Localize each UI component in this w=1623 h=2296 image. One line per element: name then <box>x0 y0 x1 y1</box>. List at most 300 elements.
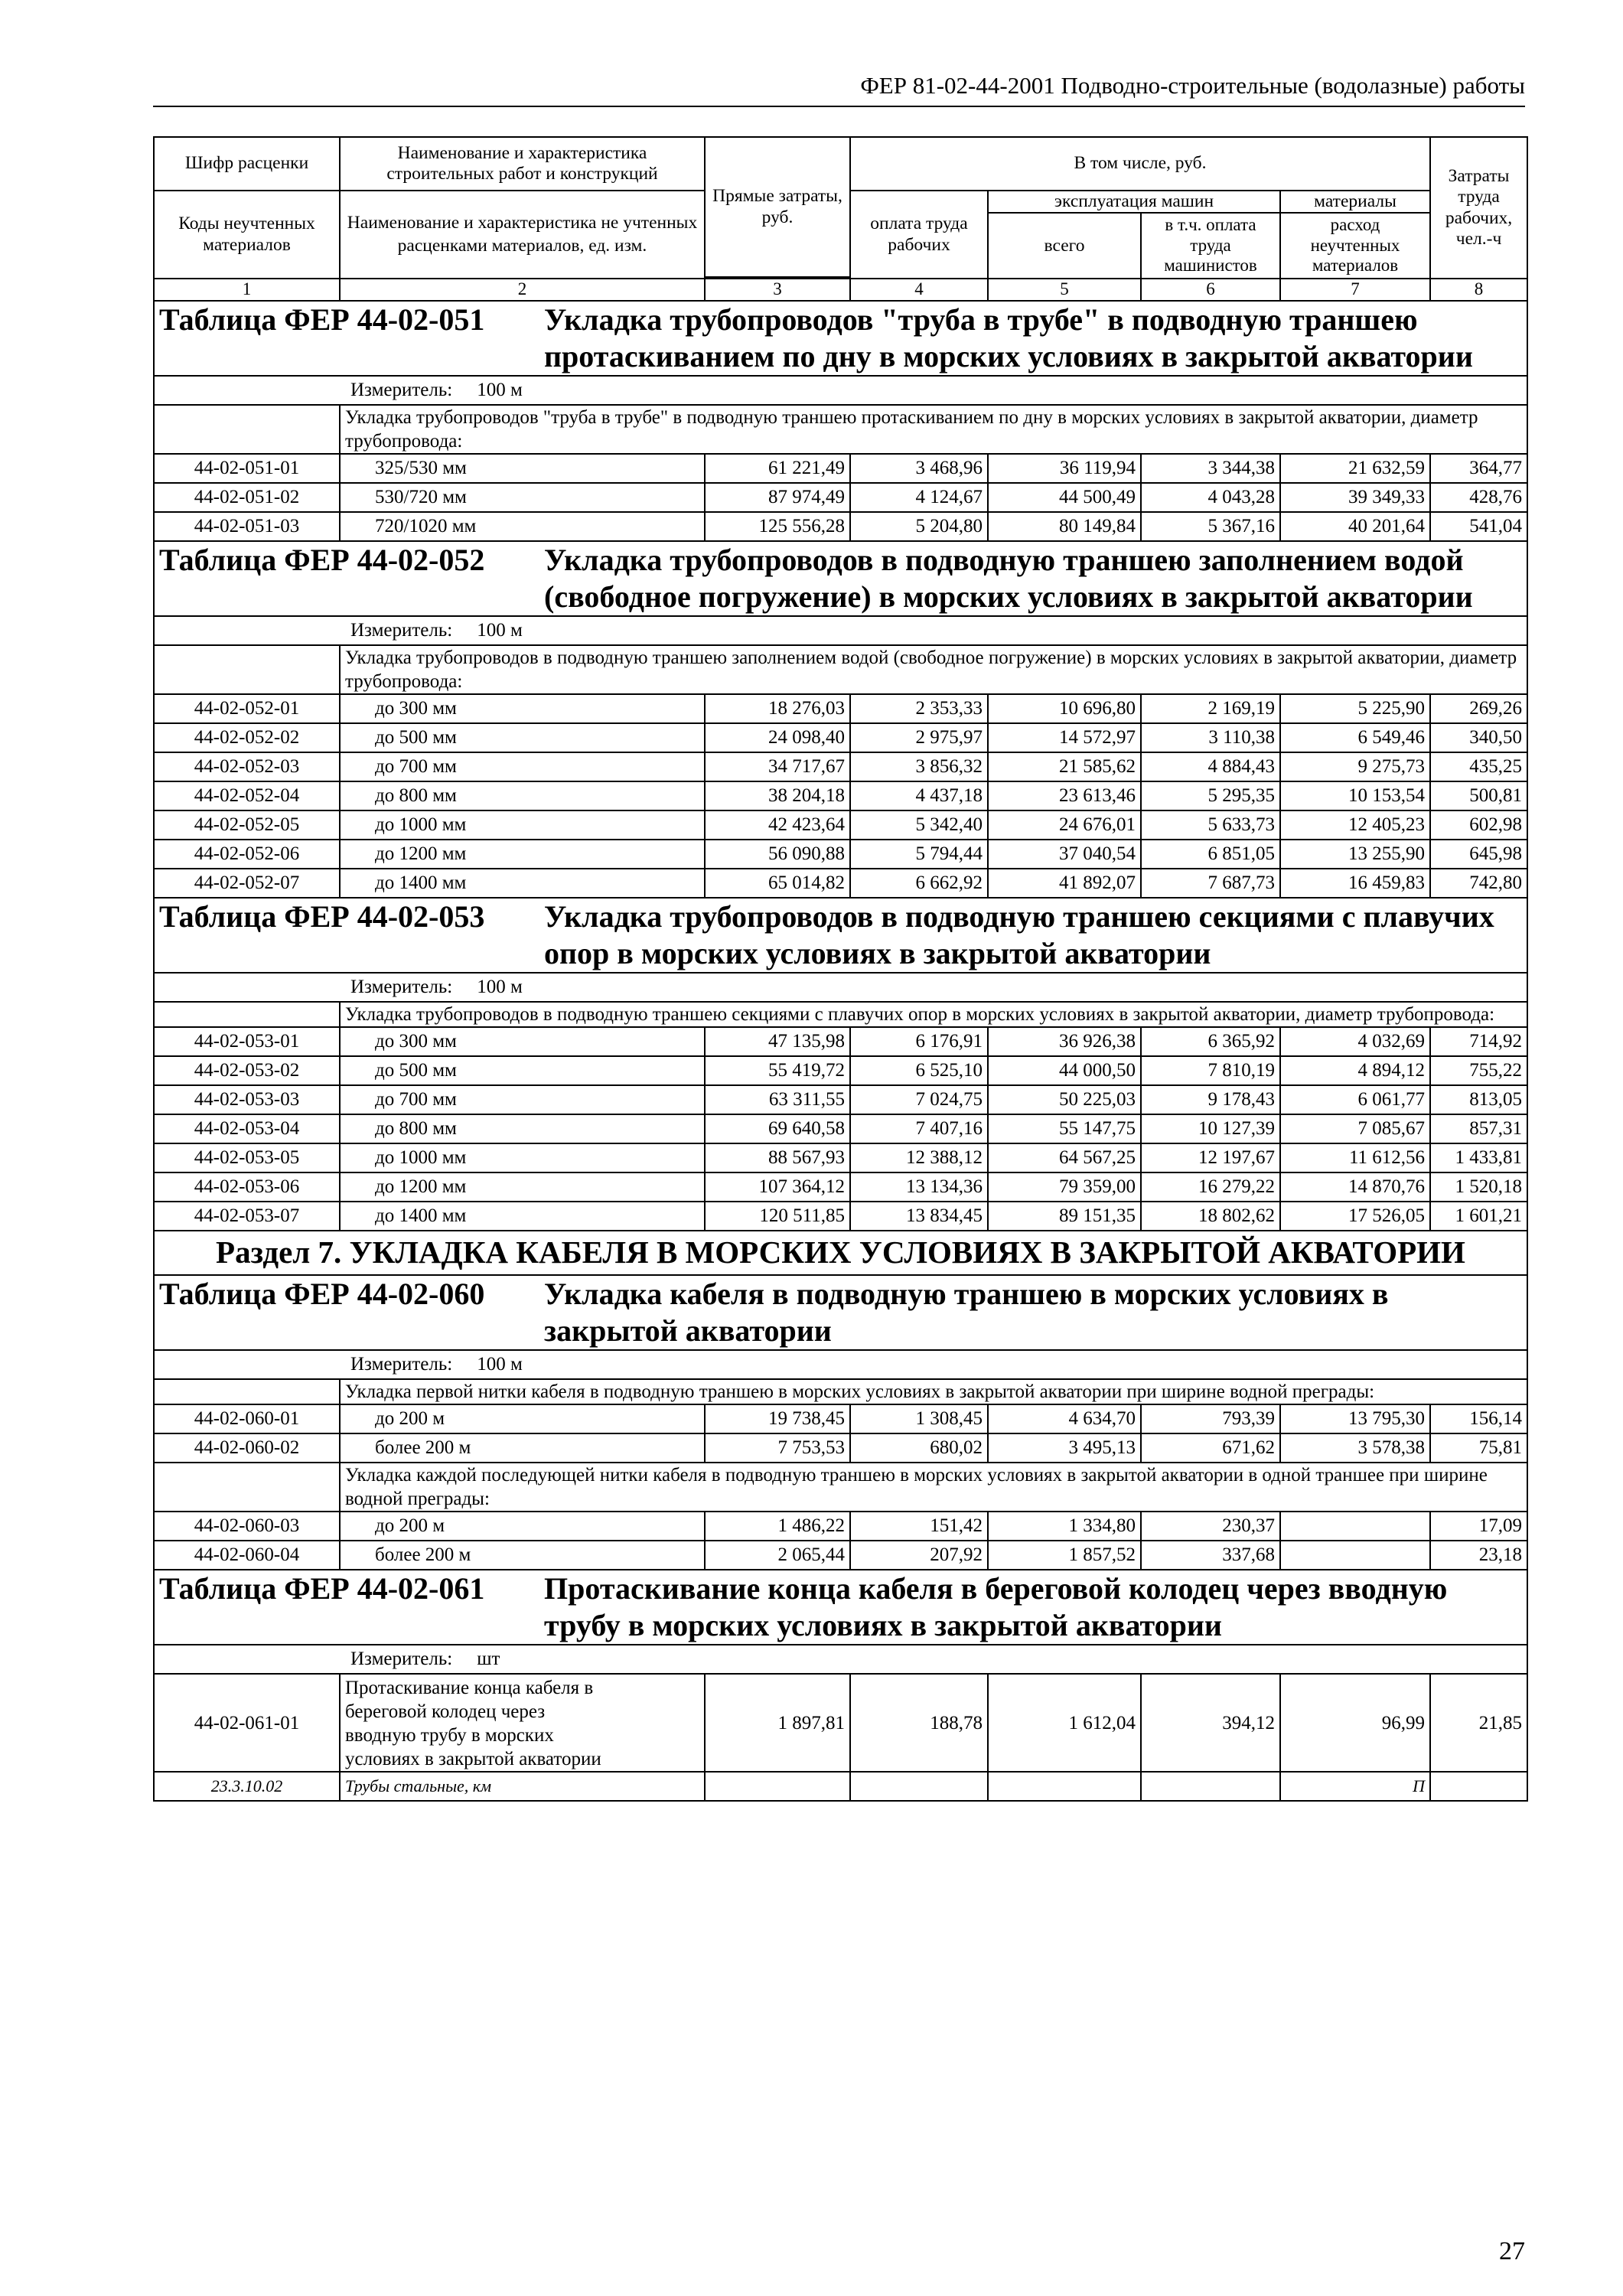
machine-labor-cost: 4 884,43 <box>1141 752 1280 781</box>
labor-cost: 5 794,44 <box>850 840 988 869</box>
labor-hours: 1 601,21 <box>1430 1202 1527 1231</box>
rate-code: 44-02-060-01 <box>154 1404 340 1433</box>
measure <box>159 1354 1522 1376</box>
measure-label: Измеритель: <box>350 1353 453 1375</box>
table-title: Таблица ФЕР 44-02-061 <box>159 1571 485 1606</box>
item-name: до 1000 мм <box>340 1143 705 1172</box>
labor-cost: 151,42 <box>850 1512 988 1541</box>
empty-cell <box>850 1772 988 1801</box>
material-cost: 14 870,76 <box>1280 1172 1430 1202</box>
material-cost <box>1280 1541 1430 1570</box>
rate-code: 44-02-053-02 <box>154 1056 340 1085</box>
rate-code: 44-02-053-07 <box>154 1202 340 1231</box>
machine-cost: 36 926,38 <box>988 1027 1141 1056</box>
direct-cost: 65 014,82 <box>705 869 850 898</box>
labor-hours: 755,22 <box>1430 1056 1527 1085</box>
material-cost: 3 578,38 <box>1280 1433 1430 1463</box>
item-name: до 800 мм <box>340 781 705 810</box>
col-index: 8 <box>1430 279 1527 301</box>
machine-cost: 3 495,13 <box>988 1433 1141 1463</box>
direct-cost: 69 640,58 <box>705 1114 850 1143</box>
empty-cell <box>988 1772 1141 1801</box>
table-row <box>154 483 1527 512</box>
hdr-direct: Прямые затраты, руб. <box>705 137 850 277</box>
measure-unit: шт <box>477 1648 500 1669</box>
labor-hours: 1 520,18 <box>1430 1172 1527 1202</box>
machine-labor-cost: 3 110,38 <box>1141 723 1280 752</box>
item-name: 325/530 мм <box>340 454 705 483</box>
labor-cost: 13 834,45 <box>850 1202 988 1231</box>
group-note: Укладка трубопроводов "труба в трубе" в подводную траншею протаскиванием по дну в морских условиях в закрытой акватории, диаметр трубопровода: <box>340 405 1527 454</box>
page-number: 27 <box>1499 2237 1525 2265</box>
material-cost: 4 894,12 <box>1280 1056 1430 1085</box>
hdr-mat-codes: Коды неучтенных материалов <box>154 191 340 279</box>
labor-cost: 5 204,80 <box>850 512 988 541</box>
rate-code: 44-02-052-04 <box>154 781 340 810</box>
rate-code: 44-02-053-06 <box>154 1172 340 1202</box>
item-name: до 1400 мм <box>340 1202 705 1231</box>
group-note: Укладка трубопроводов в подводную траншею заполнением водой (свободное погружение) в морских условиях в закрытой акватории, диаметр трубопровода: <box>340 645 1527 694</box>
machine-cost: 1 612,04 <box>988 1674 1141 1772</box>
table-row <box>154 1433 1527 1463</box>
material-cost: 13 795,30 <box>1280 1404 1430 1433</box>
machine-cost: 4 634,70 <box>988 1404 1141 1433</box>
labor-hours: 269,26 <box>1430 694 1527 723</box>
rate-code: 44-02-060-02 <box>154 1433 340 1463</box>
direct-cost: 38 204,18 <box>705 781 850 810</box>
col-index: 2 <box>340 279 705 301</box>
header-row-1 <box>154 137 1527 191</box>
table-heading-inner <box>159 302 1522 375</box>
hdr-mach-labor: в т.ч. оплата труда машинистов <box>1141 213 1280 279</box>
table-title: Таблица ФЕР 44-02-052 <box>159 543 485 578</box>
note-code-cell <box>154 645 340 694</box>
direct-cost: 125 556,28 <box>705 512 850 541</box>
labor-cost: 188,78 <box>850 1674 988 1772</box>
labor-hours: 500,81 <box>1430 781 1527 810</box>
machine-cost: 10 696,80 <box>988 694 1141 723</box>
machine-labor-cost: 394,12 <box>1141 1674 1280 1772</box>
machine-cost: 37 040,54 <box>988 840 1141 869</box>
labor-cost: 4 437,18 <box>850 781 988 810</box>
table-heading-cell <box>154 541 1527 616</box>
labor-hours: 435,25 <box>1430 752 1527 781</box>
header-rule <box>153 106 1525 107</box>
measure-row <box>154 376 1527 405</box>
table-row <box>154 781 1527 810</box>
item-name: более 200 м <box>340 1433 705 1463</box>
rate-code: 44-02-051-03 <box>154 512 340 541</box>
machine-labor-cost: 337,68 <box>1141 1541 1280 1570</box>
labor-hours: 714,92 <box>1430 1027 1527 1056</box>
group-note: Укладка каждой последующей нитки кабеля в подводную траншею в морских условиях в закрытой акватории в одной траншее при ширине водной преграды: <box>340 1463 1527 1512</box>
measure-unit: 100 м <box>477 976 523 997</box>
measure-label: Измеритель: <box>350 379 453 400</box>
direct-cost: 34 717,67 <box>705 752 850 781</box>
machine-cost: 80 149,84 <box>988 512 1141 541</box>
material-cost: 5 225,90 <box>1280 694 1430 723</box>
table-row <box>154 1027 1527 1056</box>
material-cost: 11 612,56 <box>1280 1143 1430 1172</box>
machine-cost: 1 857,52 <box>988 1541 1141 1570</box>
item-name: до 1200 мм <box>340 1172 705 1202</box>
machine-labor-cost: 10 127,39 <box>1141 1114 1280 1143</box>
col-index: 1 <box>154 279 340 301</box>
machine-labor-cost: 2 169,19 <box>1141 694 1280 723</box>
labor-cost: 2 353,33 <box>850 694 988 723</box>
labor-hours: 857,31 <box>1430 1114 1527 1143</box>
table-heading-inner <box>159 899 1522 972</box>
labor-cost: 3 856,32 <box>850 752 988 781</box>
direct-cost: 120 511,85 <box>705 1202 850 1231</box>
labor-cost: 680,02 <box>850 1433 988 1463</box>
section-heading-row <box>154 1231 1527 1275</box>
direct-cost: 24 098,40 <box>705 723 850 752</box>
table-row <box>154 1674 1527 1772</box>
rate-code: 44-02-061-01 <box>154 1674 340 1772</box>
table-row <box>154 1404 1527 1433</box>
rate-code: 44-02-051-02 <box>154 483 340 512</box>
labor-cost: 7 407,16 <box>850 1114 988 1143</box>
direct-cost: 18 276,03 <box>705 694 850 723</box>
measure-label: Измеритель: <box>350 976 453 997</box>
table-description: Укладка трубопроводов в подводную траншею секциями с плавучих опор в морских условиях в закрытой акватории <box>544 899 1494 971</box>
table-heading-cell <box>154 1570 1527 1645</box>
note-code-cell <box>154 1002 340 1027</box>
machine-cost: 55 147,75 <box>988 1114 1141 1143</box>
machine-labor-cost: 7 810,19 <box>1141 1056 1280 1085</box>
measure-unit: 100 м <box>477 379 523 400</box>
item-name: более 200 м <box>340 1541 705 1570</box>
measure <box>159 620 1522 642</box>
direct-cost: 55 419,72 <box>705 1056 850 1085</box>
table-row <box>154 1202 1527 1231</box>
machine-cost: 24 676,01 <box>988 810 1141 840</box>
direct-cost: 1 897,81 <box>705 1674 850 1772</box>
material-cost: 21 632,59 <box>1280 454 1430 483</box>
table-row <box>154 723 1527 752</box>
hdr-mat-usage: расход неучтенных материалов <box>1280 213 1430 279</box>
material-cost: 40 201,64 <box>1280 512 1430 541</box>
machine-labor-cost: 16 279,22 <box>1141 1172 1280 1202</box>
machine-labor-cost: 6 365,92 <box>1141 1027 1280 1056</box>
material-cost: 16 459,83 <box>1280 869 1430 898</box>
rate-code: 44-02-053-05 <box>154 1143 340 1172</box>
material-code: 23.3.10.02 <box>154 1772 340 1801</box>
section-heading: Раздел 7. УКЛАДКА КАБЕЛЯ В МОРСКИХ УСЛОВИЯХ В ЗАКРЫТОЙ АКВАТОРИИ <box>154 1231 1527 1275</box>
labor-cost: 6 662,92 <box>850 869 988 898</box>
labor-hours: 364,77 <box>1430 454 1527 483</box>
item-name: до 700 мм <box>340 752 705 781</box>
labor-hours: 156,14 <box>1430 1404 1527 1433</box>
rate-code: 44-02-052-02 <box>154 723 340 752</box>
machine-labor-cost: 9 178,43 <box>1141 1085 1280 1114</box>
machine-cost: 89 151,35 <box>988 1202 1141 1231</box>
machine-cost: 64 567,25 <box>988 1143 1141 1172</box>
table-row <box>154 1085 1527 1114</box>
machine-labor-cost: 5 633,73 <box>1141 810 1280 840</box>
rate-code: 44-02-060-04 <box>154 1541 340 1570</box>
table-row <box>154 1172 1527 1202</box>
material-cost: 39 349,33 <box>1280 483 1430 512</box>
measure-label: Измеритель: <box>350 619 453 641</box>
labor-cost: 1 308,45 <box>850 1404 988 1433</box>
rate-code: 44-02-053-01 <box>154 1027 340 1056</box>
material-cost: 12 405,23 <box>1280 810 1430 840</box>
direct-cost: 107 364,12 <box>705 1172 850 1202</box>
table-description: Укладка трубопроводов "труба в трубе" в подводную траншею протаскиванием по дну в морских условиях в закрытой акватории <box>544 302 1473 374</box>
group-note-row <box>154 1463 1527 1512</box>
machine-labor-cost: 7 687,73 <box>1141 869 1280 898</box>
direct-cost: 63 311,55 <box>705 1085 850 1114</box>
table-title: Таблица ФЕР 44-02-060 <box>159 1277 485 1312</box>
hdr-code: Шифр расценки <box>154 137 340 191</box>
table-row <box>154 840 1527 869</box>
rate-code: 44-02-052-03 <box>154 752 340 781</box>
col-index: 4 <box>850 279 988 301</box>
direct-cost: 2 065,44 <box>705 1541 850 1570</box>
item-name: до 800 мм <box>340 1114 705 1143</box>
item-name: до 500 мм <box>340 723 705 752</box>
hdr-name: Наименование и характеристика строительных работ и конструкций <box>340 137 705 191</box>
labor-cost: 13 134,36 <box>850 1172 988 1202</box>
labor-cost: 6 525,10 <box>850 1056 988 1085</box>
measure-row <box>154 973 1527 1002</box>
group-note-row <box>154 1002 1527 1027</box>
note-code-cell <box>154 1463 340 1512</box>
labor-cost: 4 124,67 <box>850 483 988 512</box>
item-name: до 200 м <box>340 1512 705 1541</box>
measure-row <box>154 1350 1527 1379</box>
group-note: Укладка первой нитки кабеля в подводную траншею в морских условиях в закрытой акватории при ширине водной преграды: <box>340 1379 1527 1404</box>
machine-labor-cost: 4 043,28 <box>1141 483 1280 512</box>
direct-cost: 87 974,49 <box>705 483 850 512</box>
material-cost: 96,99 <box>1280 1674 1430 1772</box>
rate-code: 44-02-051-01 <box>154 454 340 483</box>
table-description: Укладка кабеля в подводную траншею в морских условиях в закрытой акватории <box>544 1277 1389 1349</box>
item-name: до 1200 мм <box>340 840 705 869</box>
table-description: Протаскивание конца кабеля в береговой колодец через вводную трубу в морских условиях в закрытой акватории <box>544 1571 1448 1643</box>
measure-cell <box>154 1645 1527 1674</box>
machine-labor-cost: 3 344,38 <box>1141 454 1280 483</box>
machine-labor-cost: 12 197,67 <box>1141 1143 1280 1172</box>
direct-cost: 61 221,49 <box>705 454 850 483</box>
hdr-mat-names: Наименование и характеристика не учтенных расценками материалов, ед. изм. <box>340 191 705 279</box>
direct-cost: 7 753,53 <box>705 1433 850 1463</box>
rate-code: 44-02-052-07 <box>154 869 340 898</box>
labor-hours: 541,04 <box>1430 512 1527 541</box>
labor-cost: 6 176,91 <box>850 1027 988 1056</box>
table-title: Таблица ФЕР 44-02-051 <box>159 302 485 338</box>
table-row <box>154 810 1527 840</box>
measure-label: Измеритель: <box>350 1648 453 1669</box>
hdr-materials: материалы <box>1280 191 1430 213</box>
table-heading-inner <box>159 542 1522 615</box>
material-cost: 7 085,67 <box>1280 1114 1430 1143</box>
hdr-labor: оплата труда рабочих <box>850 191 988 279</box>
direct-cost: 56 090,88 <box>705 840 850 869</box>
item-name: до 300 мм <box>340 1027 705 1056</box>
col-index: 3 <box>705 279 850 301</box>
rates-table <box>153 136 1528 1802</box>
item-name-line: береговой колодец через <box>345 1701 546 1723</box>
table-row <box>154 1512 1527 1541</box>
item-name: до 1000 мм <box>340 810 705 840</box>
measure-cell <box>154 1350 1527 1379</box>
measure-row <box>154 1645 1527 1674</box>
table-heading-cell <box>154 301 1527 376</box>
machine-labor-cost: 5 295,35 <box>1141 781 1280 810</box>
material-qty: П <box>1280 1772 1430 1801</box>
item-name-line: условиях в закрытой акватории <box>345 1749 601 1770</box>
measure-cell <box>154 616 1527 645</box>
table-heading-inner <box>159 1276 1522 1349</box>
direct-cost: 1 486,22 <box>705 1512 850 1541</box>
material-cost: 10 153,54 <box>1280 781 1430 810</box>
labor-cost: 12 388,12 <box>850 1143 988 1172</box>
machine-cost: 1 334,80 <box>988 1512 1141 1541</box>
table-heading-inner <box>159 1570 1522 1644</box>
measure <box>159 977 1522 999</box>
col-index: 7 <box>1280 279 1430 301</box>
machine-labor-cost: 6 851,05 <box>1141 840 1280 869</box>
running-head: ФЕР 81-02-44-2001 Подводно-строительные (водолазные) работы <box>860 72 1525 99</box>
hdr-hours: Затраты труда рабочих, чел.-ч <box>1430 137 1527 279</box>
machine-cost: 44 000,50 <box>988 1056 1141 1085</box>
direct-cost: 47 135,98 <box>705 1027 850 1056</box>
hdr-incl: В том числе, руб. <box>850 137 1430 191</box>
measure-cell <box>154 973 1527 1002</box>
empty-cell <box>1430 1772 1527 1801</box>
table-row <box>154 869 1527 898</box>
measure <box>159 1649 1522 1671</box>
rate-code: 44-02-053-03 <box>154 1085 340 1114</box>
table-row <box>154 512 1527 541</box>
labor-hours: 602,98 <box>1430 810 1527 840</box>
item-name: 720/1020 мм <box>340 512 705 541</box>
group-note-row <box>154 405 1527 454</box>
table-row <box>154 1056 1527 1085</box>
labor-hours: 75,81 <box>1430 1433 1527 1463</box>
direct-cost: 88 567,93 <box>705 1143 850 1172</box>
machine-labor-cost: 5 367,16 <box>1141 512 1280 541</box>
note-code-cell <box>154 1379 340 1404</box>
material-cost <box>1280 1512 1430 1541</box>
col-index: 5 <box>988 279 1141 301</box>
material-cost: 13 255,90 <box>1280 840 1430 869</box>
labor-hours: 340,50 <box>1430 723 1527 752</box>
machine-cost: 79 359,00 <box>988 1172 1141 1202</box>
labor-cost: 207,92 <box>850 1541 988 1570</box>
machine-labor-cost: 793,39 <box>1141 1404 1280 1433</box>
table-heading <box>154 898 1527 973</box>
item-name: 530/720 мм <box>340 483 705 512</box>
machine-cost: 36 119,94 <box>988 454 1141 483</box>
table-row <box>154 454 1527 483</box>
table-heading <box>154 541 1527 616</box>
item-name: до 700 мм <box>340 1085 705 1114</box>
item-name: до 500 мм <box>340 1056 705 1085</box>
col-index: 6 <box>1141 279 1280 301</box>
rate-code: 44-02-052-06 <box>154 840 340 869</box>
table-heading <box>154 301 1527 376</box>
material-name: Трубы стальные, км <box>340 1772 705 1801</box>
material-cost: 17 526,05 <box>1280 1202 1430 1231</box>
machine-labor-cost: 671,62 <box>1141 1433 1280 1463</box>
material-cost: 6 061,77 <box>1280 1085 1430 1114</box>
labor-hours: 21,85 <box>1430 1674 1527 1772</box>
group-note-row <box>154 645 1527 694</box>
labor-hours: 23,18 <box>1430 1541 1527 1570</box>
labor-hours: 428,76 <box>1430 483 1527 512</box>
machine-cost: 23 613,46 <box>988 781 1141 810</box>
table-heading <box>154 1570 1527 1645</box>
measure-cell <box>154 376 1527 405</box>
table-row <box>154 1143 1527 1172</box>
rate-code: 44-02-060-03 <box>154 1512 340 1541</box>
table-row <box>154 752 1527 781</box>
machine-labor-cost: 230,37 <box>1141 1512 1280 1541</box>
labor-hours: 17,09 <box>1430 1512 1527 1541</box>
machine-cost: 14 572,97 <box>988 723 1141 752</box>
rate-code: 44-02-052-01 <box>154 694 340 723</box>
table-description: Укладка трубопроводов в подводную траншею заполнением водой (свободное погружение) в морских условиях в закрытой акватории <box>544 543 1473 615</box>
table-row <box>154 694 1527 723</box>
group-note-row <box>154 1379 1527 1404</box>
item-name: до 1400 мм <box>340 869 705 898</box>
material-cost: 4 032,69 <box>1280 1027 1430 1056</box>
labor-hours: 813,05 <box>1430 1085 1527 1114</box>
hdr-mach-total: всего <box>988 213 1141 279</box>
material-row <box>154 1772 1527 1801</box>
material-cost: 9 275,73 <box>1280 752 1430 781</box>
machine-cost: 44 500,49 <box>988 483 1141 512</box>
direct-cost: 42 423,64 <box>705 810 850 840</box>
measure-row <box>154 616 1527 645</box>
labor-hours: 645,98 <box>1430 840 1527 869</box>
labor-cost: 3 468,96 <box>850 454 988 483</box>
rate-code: 44-02-052-05 <box>154 810 340 840</box>
table-title: Таблица ФЕР 44-02-053 <box>159 899 485 934</box>
machine-labor-cost: 18 802,62 <box>1141 1202 1280 1231</box>
table-heading-cell <box>154 1275 1527 1350</box>
material-cost: 6 549,46 <box>1280 723 1430 752</box>
labor-hours: 742,80 <box>1430 869 1527 898</box>
item-name-line: Протаскивание конца кабеля в <box>345 1678 594 1699</box>
note-code-cell <box>154 405 340 454</box>
empty-cell <box>1141 1772 1280 1801</box>
table-row <box>154 1114 1527 1143</box>
table-heading-cell <box>154 898 1527 973</box>
column-index-row <box>154 279 1527 301</box>
table-row <box>154 1541 1527 1570</box>
measure-unit: 100 м <box>477 619 523 641</box>
group-note: Укладка трубопроводов в подводную траншею секциями с плавучих опор в морских условиях в закрытой акватории, диаметр трубопровода: <box>340 1002 1527 1027</box>
measure <box>159 380 1522 402</box>
machine-cost: 41 892,07 <box>988 869 1141 898</box>
item-name: до 200 м <box>340 1404 705 1433</box>
empty-cell <box>705 1772 850 1801</box>
labor-cost: 7 024,75 <box>850 1085 988 1114</box>
rate-code: 44-02-053-04 <box>154 1114 340 1143</box>
hdr-machines: эксплуатация машин <box>988 191 1280 213</box>
item-name: до 300 мм <box>340 694 705 723</box>
item-name <box>340 1674 705 1772</box>
machine-cost: 50 225,03 <box>988 1085 1141 1114</box>
labor-cost: 2 975,97 <box>850 723 988 752</box>
measure-unit: 100 м <box>477 1353 523 1375</box>
machine-cost: 21 585,62 <box>988 752 1141 781</box>
